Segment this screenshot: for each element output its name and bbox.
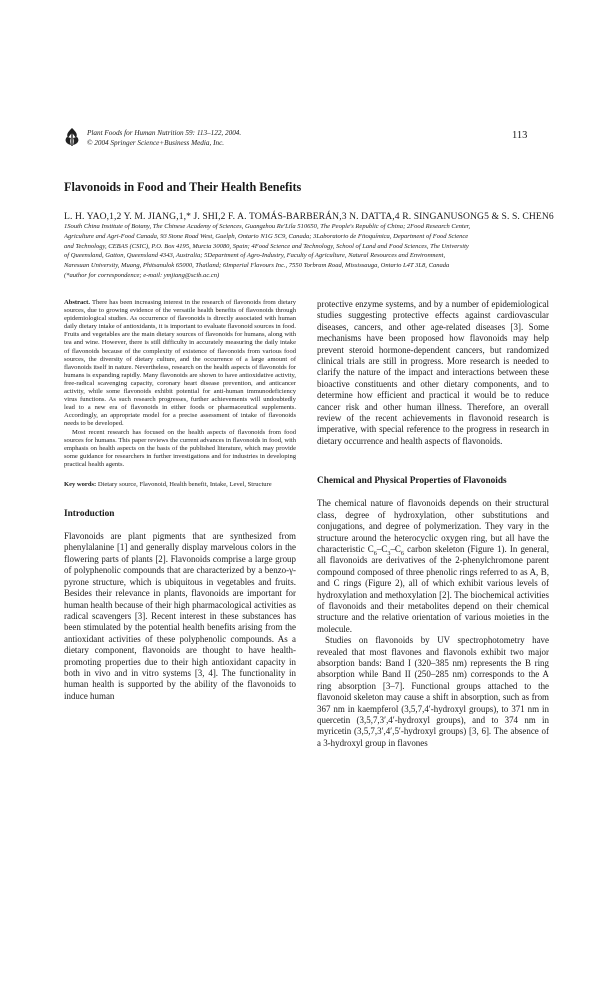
copyright-line: © 2004 Springer Science+Business Media, Inc. — [87, 139, 225, 147]
keywords — [64, 481, 296, 489]
intro-continued-paragraph: protective enzyme systems, and by a number of epidemiological studies suggesting protective effects against cardiovascular diseases, cancers, and other age-related diseases [3]. Some mechanisms have been proposed how flavonoids may help prevent steroid hormone-dependent cancers, but randomized clinical trials are still in progress. More research is needed to clarify the nature of the impact and interactions between these bioactive constituents and other dietary components, and to determine how efficient and practical it would be to reduce cancer risk and other human illness. Therefore, an overall review of the recent achievements in flavonoid research is imperative, with special reference to the progress in research in dietary occurrence and health aspects of flavonoids. — [317, 299, 549, 446]
article-title: Flavonoids in Food and Their Health Benefits — [64, 180, 302, 194]
correspondence-line: (*author for correspondence; e-mail: ymjiang@scib.ac.cn) — [64, 271, 220, 279]
page-number: 113 — [512, 130, 528, 141]
springer-logo-icon — [64, 128, 80, 146]
abstract-text: There has been increasing interest in the research of flavonoids from dietary sources, due to growing evidence of the versatile health benefits of flavonoids through epidemiological studies. As occurrence of flavonoids is directly associated with human daily dietary intake of antioxidants, it is important to evaluate flavonoid sources in food. Fruits and vegetables are the main dietary sources of flavonoids for humans, along with tea and wine. However, there is still difficulty in accurately measuring the daily intake of flavonoids because of the complexity of existence of flavonoids from various food sources, the diversity of dietary culture, and the occurrence of a large amount of flavonoids itself in nature. Nevertheless, research on the health aspects of flavonoids for humans is expanding rapidly. Many flavonoids are shown to have antioxidative activity, free-radical scavenging capacity, coronary heart disease prevention, and anticancer activity, while some flavonoids exhibit potential for anti-human immunodeficiency virus functions. As such research progresses, further achievements will undoubtedly lead to a new era of flavonoids in either foods or pharmaceutical supplements. Accordingly, an appropriate model for a precise assessment of intake of flavonoids needs to be developed. — [64, 299, 296, 428]
abstract-paragraph-2: Most recent research has focused on the health aspects of flavonoids from food sources for humans. This paper reviews the current advances in flavonoids in food, with emphasis on health aspects on the basis of the published literature, which may provide some guidance for researchers in further investigations and for industries in developing practical health agents. — [64, 428, 296, 468]
formula-c6-c3-c6: $C_6-C_3-C_6$ — [367, 543, 405, 557]
affiliation-line: and Technology, CEBAS (CSIC), P.O. Box 4195, Murcia 30080, Spain; 4Food Science and Technology, School of Land and Food Sciences, The University — [64, 242, 469, 250]
chemical-paragraph-1 — [317, 498, 549, 635]
chemical-paragraph-2: Studies on flavonoids by UV spectrophotometry have revealed that most flavones and flavonols exhibit two major absorption bands: Band I (320–385 nm) represents the B ring absorption while Band II (250–285 nm) corresponds to the A ring absorption [3–7]. Functional groups attached to the flavonoid skeleton may cause a shift in absorption, such as from 367 nm in kaempferol (3,5,7,4′-hydroxyl groups), to 371 nm in quercetin (3,5,7,3′,4′-hydroxyl groups), and to 374 nm in myricetin (3,5,7,3′,4′,5′-hydroxyl groups) [3, 6]. The absence of a 3-hydroxyl group in flavones — [317, 635, 549, 748]
journal-citation: Plant Foods for Human Nutrition 59: 113–122, 2004. — [87, 129, 242, 137]
left-column — [64, 299, 296, 702]
author-list: L. H. YAO,1,2 Y. M. JIANG,1,* J. SHI,2 F. A. TOMÁS-BARBERÁN,3 N. DATTA,4 R. SINGANUSONG5 & S. S. CHEN6 — [64, 211, 554, 222]
abstract-label: Abstract. — [64, 299, 90, 306]
journal-info — [87, 128, 347, 148]
affiliation-line: Agriculture and Agri-Food Canada, 93 Stone Road West, Guelph, Ontario N1G 5C9, Canada; 3Laboratorio de Fitoquímica, Department of Food Science — [64, 232, 469, 240]
affiliation-line: of Queensland, Gatton, Queensland 4343, Australia; 5Department of Agro-Industry, Faculty of Agriculture, Natural Resources and Environment, — [64, 252, 446, 260]
affiliations — [64, 222, 550, 281]
keywords-label: Key words: — [64, 480, 97, 488]
right-column — [317, 299, 549, 749]
keywords-text: Dietary source, Flavonoid, Health benefit, Intake, Level, Structure — [97, 480, 272, 488]
chemical-text-b: carbon skeleton (Figure 1). In general, all flavonoids are derivatives of the 2-phenylchromone parent compound composed of three phenolic rings referred to as A, B, and C rings (Figure 2), all of which exhibit various levels of hydroxylation and methoxylation [2]. The biochemical activities of flavonoids and their metabolites depend on their chemical structure and the relative orientation of various moieties in the molecule. — [317, 543, 549, 634]
section-heading-introduction: Introduction — [64, 509, 115, 520]
intro-paragraph: Flavonoids are plant pigments that are synthesized from phenylalanine [1] and generally display marvelous colors in the flowering parts of plants [2]. Flavonoids comprise a large group of polyphenolic compounds that are characterized by a benzo-γ-pyrone structure, which is ubiquitous in vegetables and fruits. Besides their relevance in plants, flavonoids are important for human health because of their high pharmacological activities as radical scavengers [3]. Recent interest in these substances has been stimulated by the potential health benefits arising from the antioxidant activities of these polyphenolic compounds. As a dietary component, flavonoids are thought to have health-promoting properties due to their high antioxidant capacity in both in vivo and in vitro systems [3, 4]. The functionality in human health is supported by the ability of the flavonoids to induce human — [64, 531, 296, 701]
affiliation-line: 1South China Institute of Botany, The Chinese Academy of Sciences, Guangzhou Re'Lila 510650, The People's Republic of China; 2Food Research Center, — [64, 223, 471, 230]
abstract-paragraph — [64, 299, 296, 429]
section-heading-chemical-properties: Chemical and Physical Properties of Flavonoids — [317, 476, 507, 487]
chemical-text-a: The chemical nature of flavonoids depends on their structural class, degree of hydroxylation, other substitutions and conjugations, and degree of polymerization. They vary in the structure around the heterocyclic oxygen ring, but all have the characteristic — [317, 498, 549, 554]
affiliation-line: Naresuan University, Muang, Phitsanulok 65000, Thailand; 6Imperial Flavours Inc., 7550 Torbram Road, Mississauga, Ontario L4T 3L8, Canada — [64, 262, 450, 270]
